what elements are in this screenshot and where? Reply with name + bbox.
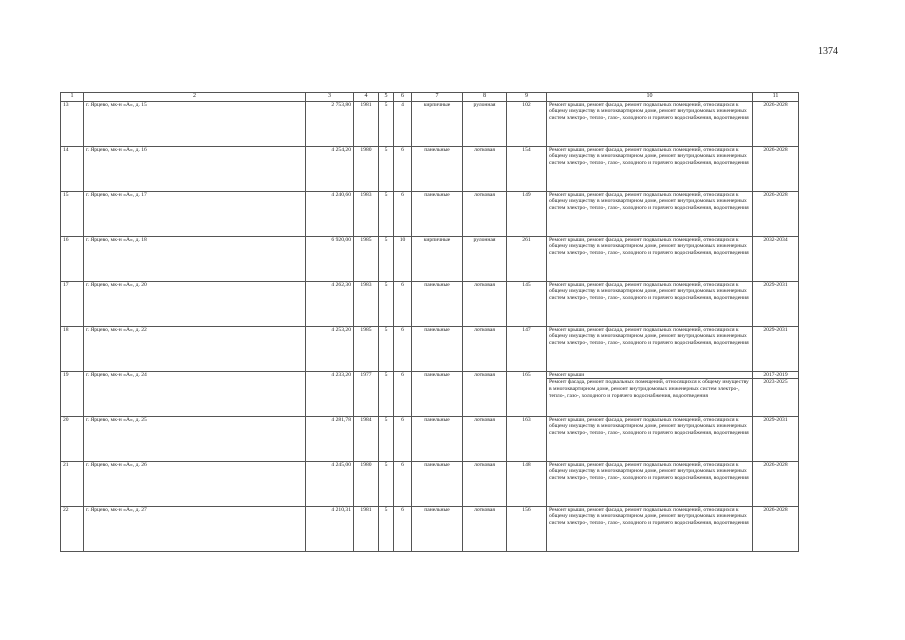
year-cell: 1981 bbox=[354, 101, 379, 146]
address-cell: г. Ярцево, мк-н «А», д. 22 bbox=[84, 326, 306, 371]
works-cell: Ремонт крыши, ремонт фасада, ремонт подвальных помещений, относящихся к общему имуществу в многоквартирном доме, ремонт внутридомовых инженерных систем электро-, тепло-, газо-, холодного и горячего водоснабжения, водоотведения bbox=[547, 281, 753, 326]
count-cell: 149 bbox=[507, 191, 547, 236]
year-cell: 1981 bbox=[354, 506, 379, 551]
area-cell: 4 262,30 bbox=[306, 281, 354, 326]
column-header: 8 bbox=[463, 93, 507, 102]
table-row bbox=[61, 146, 799, 191]
wall-material-cell: панельные bbox=[412, 371, 463, 416]
table-row bbox=[61, 371, 799, 416]
period-cell bbox=[753, 371, 799, 416]
column-header: 10 bbox=[547, 93, 753, 102]
floors-cell: 5 bbox=[379, 371, 394, 416]
table-row bbox=[61, 281, 799, 326]
entrances-cell: 6 bbox=[394, 506, 412, 551]
floors-cell: 5 bbox=[379, 326, 394, 371]
year-cell: 1983 bbox=[354, 281, 379, 326]
entrances-cell: 6 bbox=[394, 146, 412, 191]
address-cell: г. Ярцево, мк-н «А», д. 26 bbox=[84, 461, 306, 506]
address-cell: г. Ярцево, мк-н «А», д. 27 bbox=[84, 506, 306, 551]
count-cell: 145 bbox=[507, 281, 547, 326]
works-cell: Ремонт крыши, ремонт фасада, ремонт подвальных помещений, относящихся к общему имуществу в многоквартирном доме, ремонт внутридомовых инженерных систем электро-, тепло-, газо-, холодного и горячего водоснабжения, водоотведения bbox=[547, 416, 753, 461]
floors-cell: 5 bbox=[379, 236, 394, 281]
works-cell: Ремонт крыши, ремонт фасада, ремонт подвальных помещений, относящихся к общему имуществу в многоквартирном доме, ремонт внутридомовых инженерных систем электро-, тепло-, газо-, холодного и горячего водоснабжения, водоотведения bbox=[547, 191, 753, 236]
floors-cell: 5 bbox=[379, 506, 394, 551]
entrances-cell: 6 bbox=[394, 416, 412, 461]
year-cell: 1977 bbox=[354, 371, 379, 416]
period-cell: 2032-2034 bbox=[753, 236, 799, 281]
row-number: 18 bbox=[61, 326, 84, 371]
table-row bbox=[61, 416, 799, 461]
column-header: 5 bbox=[379, 93, 394, 102]
roof-type-cell: лотковая bbox=[463, 146, 507, 191]
address-cell: г. Ярцево, мк-н «А», д. 18 bbox=[84, 236, 306, 281]
count-cell: 165 bbox=[507, 371, 547, 416]
works-cell: Ремонт крыши, ремонт фасада, ремонт подвальных помещений, относящихся к общему имуществу в многоквартирном доме, ремонт внутридомовых инженерных систем электро-, тепло-, газо-, холодного и горячего водоснабжения, водоотведения bbox=[547, 101, 753, 146]
period-cell: 2026-2028 bbox=[753, 146, 799, 191]
period-cell: 2026-2028 bbox=[753, 191, 799, 236]
works-remaining: Ремонт фасада, ремонт подвальных помещений, относящихся к общему имуществу в многоквартирном доме, ремонт внутридомовых инженерных систем электро-, тепло-, газо-, холодного и горячего водоснабжения, водоотведения bbox=[549, 379, 749, 400]
count-cell: 156 bbox=[507, 506, 547, 551]
row-number: 22 bbox=[61, 506, 84, 551]
area-cell: 6 920,00 bbox=[306, 236, 354, 281]
table-row bbox=[61, 326, 799, 371]
column-header: 7 bbox=[412, 93, 463, 102]
period-cell: 2029-2031 bbox=[753, 326, 799, 371]
column-header: 9 bbox=[507, 93, 547, 102]
floors-cell: 5 bbox=[379, 281, 394, 326]
table-row bbox=[61, 506, 799, 551]
address-cell: г. Ярцево, мк-н «А», д. 17 bbox=[84, 191, 306, 236]
entrances-cell: 4 bbox=[394, 101, 412, 146]
row-number: 20 bbox=[61, 416, 84, 461]
repair-program-table bbox=[60, 92, 799, 552]
period-remaining: 2023-2025 bbox=[763, 379, 788, 386]
address-cell: г. Ярцево, мк-н «А», д. 24 bbox=[84, 371, 306, 416]
wall-material-cell: панельные bbox=[412, 281, 463, 326]
column-header: 1 bbox=[61, 93, 84, 102]
wall-material-cell: панельные bbox=[412, 416, 463, 461]
entrances-cell: 6 bbox=[394, 326, 412, 371]
column-number-row bbox=[61, 93, 799, 102]
address-cell: г. Ярцево, мк-н «А», д. 25 bbox=[84, 416, 306, 461]
period-cell: 2026-2028 bbox=[753, 101, 799, 146]
works-cell: Ремонт крыши, ремонт фасада, ремонт подвальных помещений, относящихся к общему имуществу в многоквартирном доме, ремонт внутридомовых инженерных систем электро-, тепло-, газо-, холодного и горячего водоснабжения, водоотведения bbox=[547, 326, 753, 371]
period-roof: 2017-2019 bbox=[753, 372, 798, 380]
address-cell: г. Ярцево, мк-н «А», д. 16 bbox=[84, 146, 306, 191]
column-header: 4 bbox=[354, 93, 379, 102]
table-row bbox=[61, 236, 799, 281]
count-cell: 102 bbox=[507, 101, 547, 146]
address-cell: г. Ярцево, мк-н «А», д. 15 bbox=[84, 101, 306, 146]
row-number: 16 bbox=[61, 236, 84, 281]
works-cell: Ремонт крыши, ремонт фасада, ремонт подвальных помещений, относящихся к общему имуществу в многоквартирном доме, ремонт внутридомовых инженерных систем электро-, тепло-, газо-, холодного и горячего водоснабжения, водоотведения bbox=[547, 461, 753, 506]
column-header: 11 bbox=[753, 93, 799, 102]
roof-type-cell: лотковая bbox=[463, 326, 507, 371]
entrances-cell: 10 bbox=[394, 236, 412, 281]
row-number: 13 bbox=[61, 101, 84, 146]
floors-cell: 5 bbox=[379, 461, 394, 506]
roof-type-cell: рулонная bbox=[463, 101, 507, 146]
period-cell: 2029-2031 bbox=[753, 281, 799, 326]
period-cell: 2029-2031 bbox=[753, 416, 799, 461]
area-cell: 4 245,00 bbox=[306, 461, 354, 506]
roof-type-cell: рулонная bbox=[463, 236, 507, 281]
roof-type-cell: лотковая bbox=[463, 461, 507, 506]
area-cell: 4 233,20 bbox=[306, 371, 354, 416]
works-cell: Ремонт крыши, ремонт фасада, ремонт подвальных помещений, относящихся к общему имуществу в многоквартирном доме, ремонт внутридомовых инженерных систем электро-, тепло-, газо-, холодного и горячего водоснабжения, водоотведения bbox=[547, 506, 753, 551]
count-cell: 147 bbox=[507, 326, 547, 371]
count-cell: 261 bbox=[507, 236, 547, 281]
year-cell: 1985 bbox=[354, 326, 379, 371]
row-number: 19 bbox=[61, 371, 84, 416]
works-cell: Ремонт крыши, ремонт фасада, ремонт подвальных помещений, относящихся к общему имуществу в многоквартирном доме, ремонт внутридомовых инженерных систем электро-, тепло-, газо-, холодного и горячего водоснабжения, водоотведения bbox=[547, 236, 753, 281]
table-row bbox=[61, 101, 799, 146]
entrances-cell: 6 bbox=[394, 191, 412, 236]
column-header: 6 bbox=[394, 93, 412, 102]
row-number: 14 bbox=[61, 146, 84, 191]
row-number: 21 bbox=[61, 461, 84, 506]
area-cell: 4 240,60 bbox=[306, 191, 354, 236]
address-cell: г. Ярцево, мк-н «А», д. 20 bbox=[84, 281, 306, 326]
wall-material-cell: панельные bbox=[412, 191, 463, 236]
floors-cell: 5 bbox=[379, 191, 394, 236]
roof-type-cell: лотковая bbox=[463, 191, 507, 236]
wall-material-cell: кирпичные bbox=[412, 101, 463, 146]
page-number: 1374 bbox=[818, 46, 838, 57]
wall-material-cell: панельные bbox=[412, 326, 463, 371]
count-cell: 163 bbox=[507, 416, 547, 461]
row-number: 15 bbox=[61, 191, 84, 236]
floors-cell: 5 bbox=[379, 101, 394, 146]
count-cell: 154 bbox=[507, 146, 547, 191]
wall-material-cell: панельные bbox=[412, 506, 463, 551]
year-cell: 1980 bbox=[354, 146, 379, 191]
floors-cell: 5 bbox=[379, 416, 394, 461]
area-cell: 4 281,78 bbox=[306, 416, 354, 461]
table-row bbox=[61, 191, 799, 236]
year-cell: 1985 bbox=[354, 236, 379, 281]
period-cell: 2026-2028 bbox=[753, 461, 799, 506]
entrances-cell: 6 bbox=[394, 371, 412, 416]
area-cell: 4 210,31 bbox=[306, 506, 354, 551]
roof-type-cell: лотковая bbox=[463, 416, 507, 461]
area-cell: 4 253,20 bbox=[306, 326, 354, 371]
roof-type-cell: лотковая bbox=[463, 506, 507, 551]
period-cell: 2026-2028 bbox=[753, 506, 799, 551]
floors-cell: 5 bbox=[379, 146, 394, 191]
area-cell: 2 753,80 bbox=[306, 101, 354, 146]
roof-type-cell: лотковая bbox=[463, 281, 507, 326]
roof-type-cell: лотковая bbox=[463, 371, 507, 416]
year-cell: 1984 bbox=[354, 416, 379, 461]
count-cell: 148 bbox=[507, 461, 547, 506]
row-number: 17 bbox=[61, 281, 84, 326]
table-row bbox=[61, 461, 799, 506]
works-cell: Ремонт крыши, ремонт фасада, ремонт подвальных помещений, относящихся к общему имуществу в многоквартирном доме, ремонт внутридомовых инженерных систем электро-, тепло-, газо-, холодного и горячего водоснабжения, водоотведения bbox=[547, 146, 753, 191]
wall-material-cell: панельные bbox=[412, 146, 463, 191]
entrances-cell: 6 bbox=[394, 461, 412, 506]
works-cell bbox=[547, 371, 753, 416]
wall-material-cell: панельные bbox=[412, 461, 463, 506]
year-cell: 1983 bbox=[354, 191, 379, 236]
wall-material-cell: кирпичные bbox=[412, 236, 463, 281]
column-header: 2 bbox=[84, 93, 306, 102]
works-roof-only: Ремонт крыши bbox=[547, 372, 752, 380]
entrances-cell: 6 bbox=[394, 281, 412, 326]
year-cell: 1980 bbox=[354, 461, 379, 506]
column-header: 3 bbox=[306, 93, 354, 102]
area-cell: 4 254,20 bbox=[306, 146, 354, 191]
